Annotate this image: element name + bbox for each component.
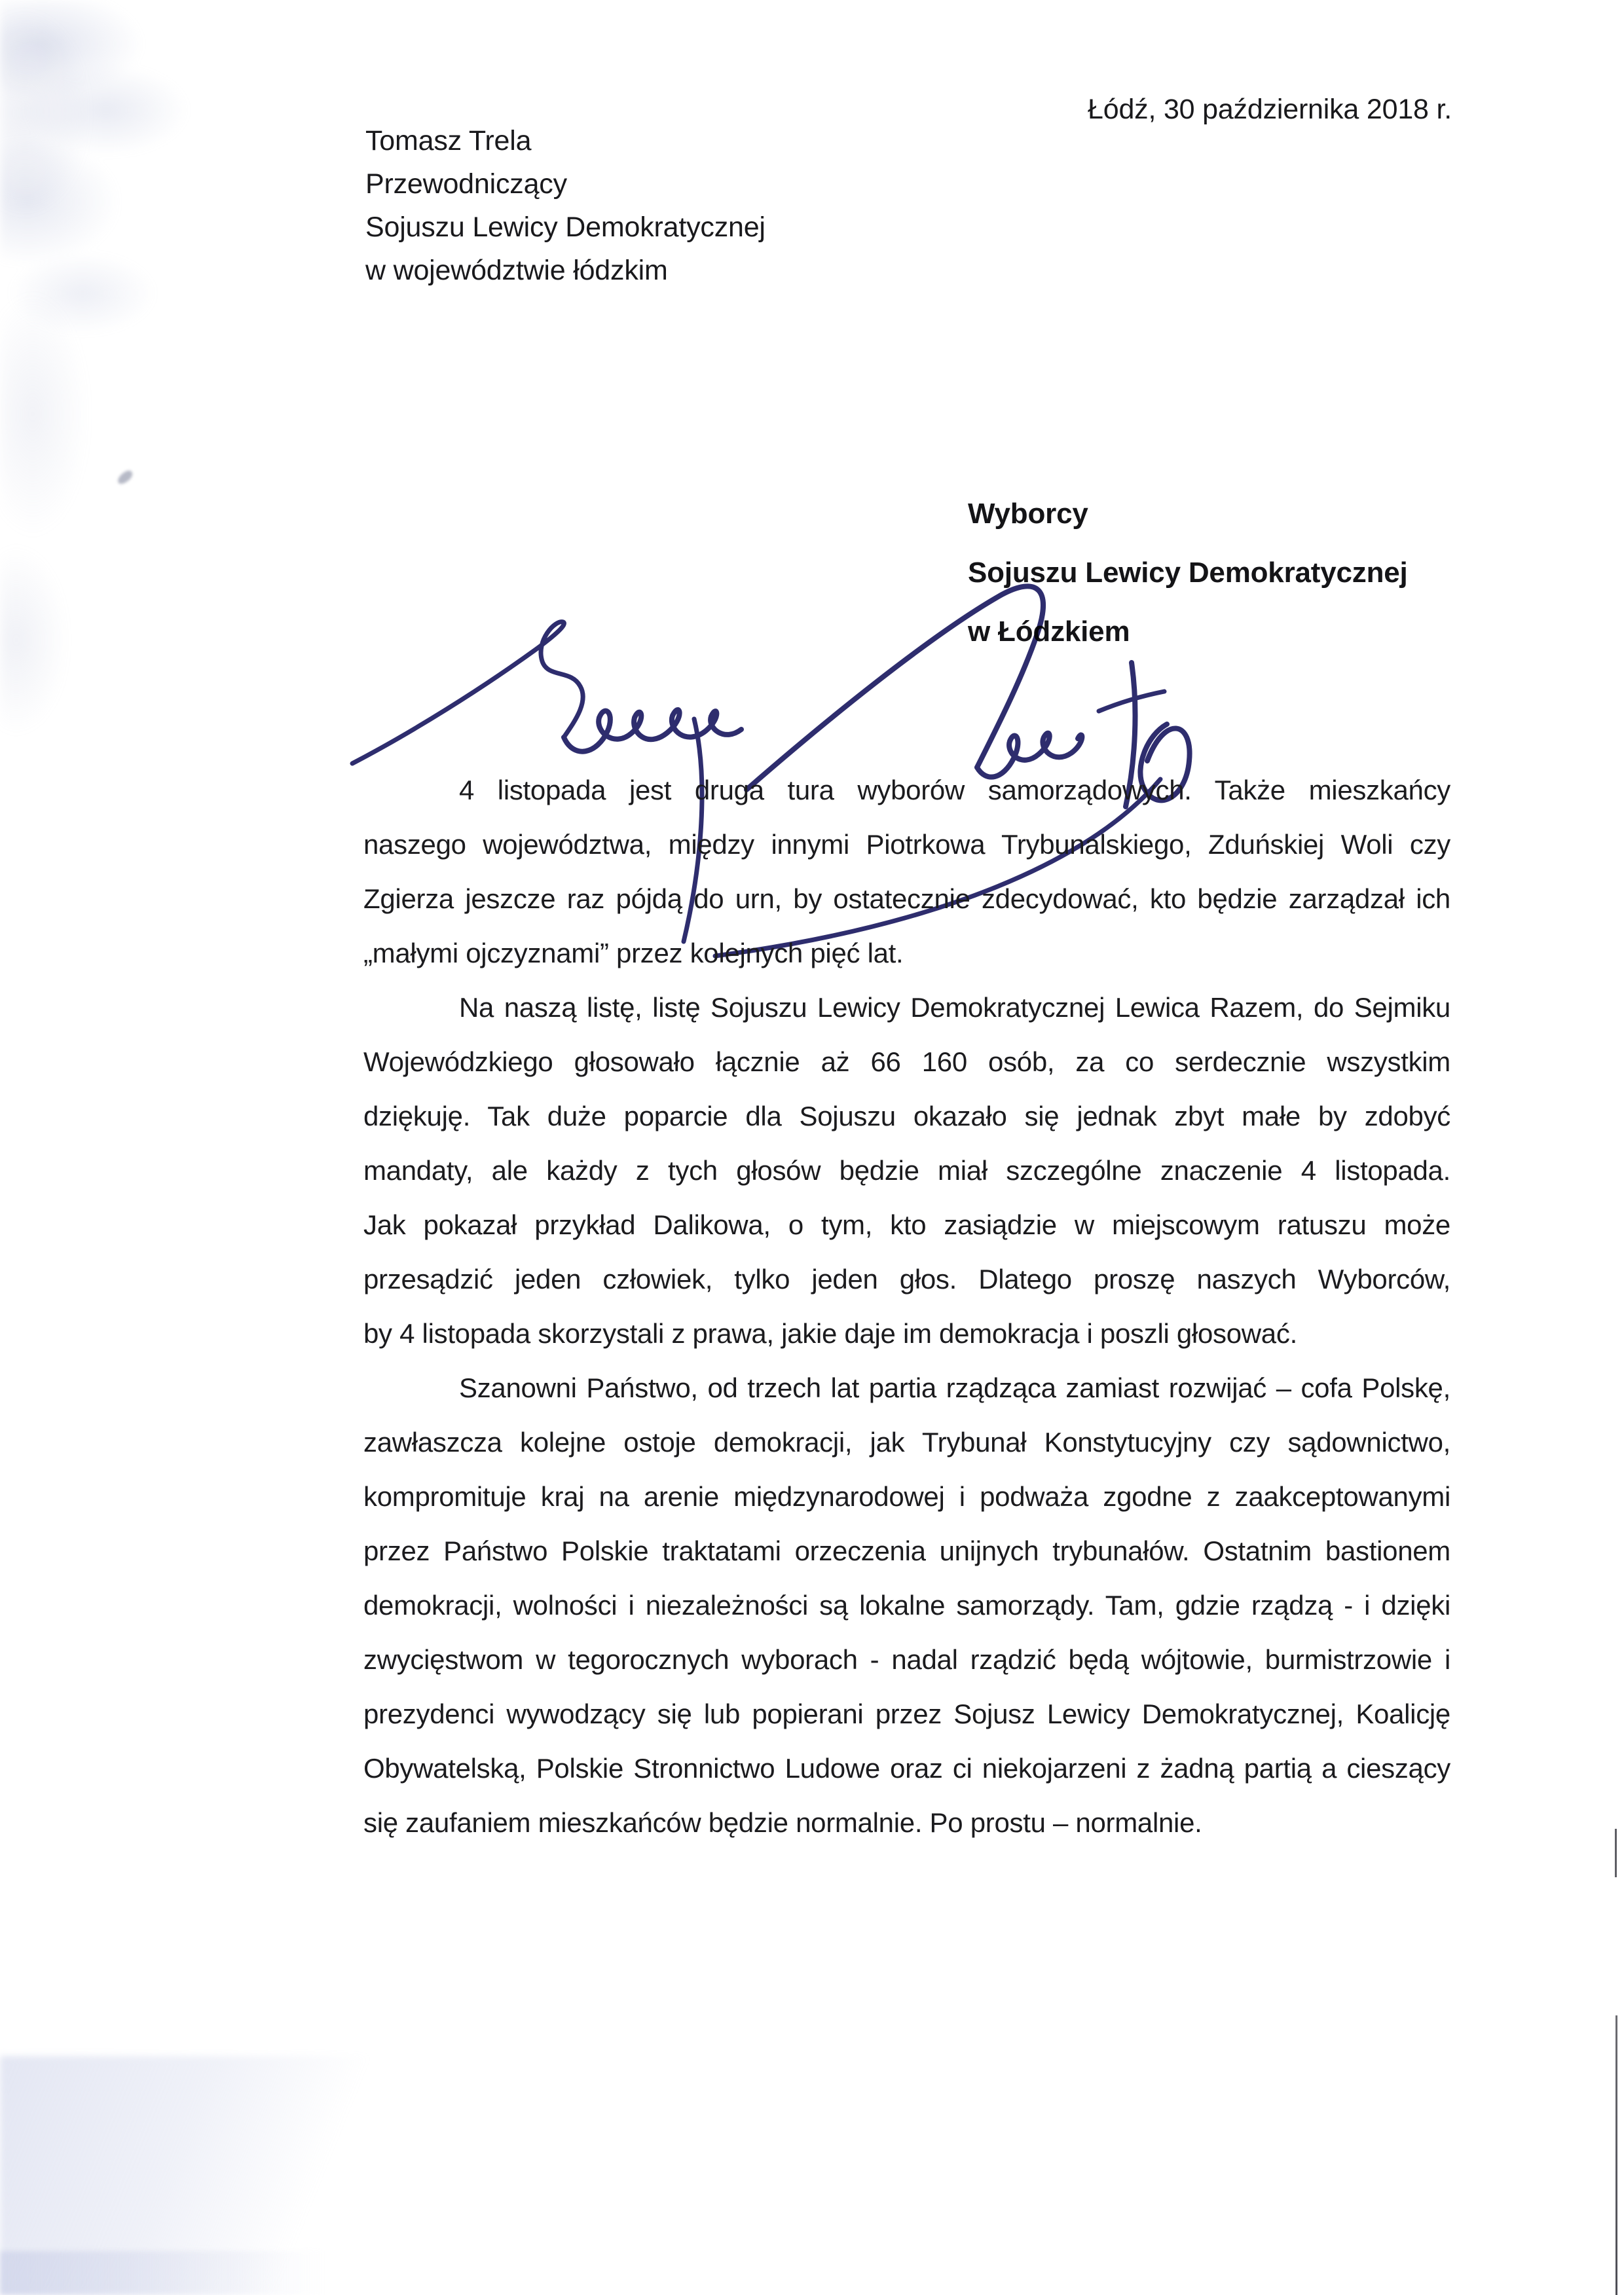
body-line: przesądzić jeden człowiek, tylko jeden głos. Dlatego proszę naszych Wyborców,: [363, 1264, 1450, 1294]
body-line: dziękuję. Tak duże poparcie dla Sojuszu okazało się jednak zbyt małe by zdobyć: [363, 1101, 1450, 1131]
body-line: Obywatelską, Polskie Stronnictwo Ludowe oraz ci niekojarzeni z żadną partią a cieszący: [363, 1753, 1450, 1784]
scan-shadow-bottom-strip: [0, 2251, 354, 2295]
body-line: Jak pokazał przykład Dalikowa, o tym, kto zasiądzie w miejscowym ratuszu może: [363, 1209, 1450, 1240]
body-line: 4 listopada jest druga tura wyborów samorządowych. Także mieszkańcy: [459, 775, 1450, 805]
scan-edge-line-upper: [1615, 1829, 1617, 1877]
body-line: Na naszą listę, listę Sojuszu Lewicy Demokratycznej Lewica Razem, do Sejmiku: [459, 992, 1450, 1023]
recipient-line: w Łódzkiem: [968, 615, 1130, 648]
body-line: zwycięstwom w tegorocznych wyborach - nadal rządzić będą wójtowie, burmistrzowie i: [363, 1644, 1450, 1675]
body-line: demokracji, wolności i niezależności są lokalne samorządy. Tam, gdzie rządzą - i dzięki: [363, 1590, 1450, 1621]
body-line: kompromituje kraj na arenie międzynarodowej i podważa zgodne z zaakceptowanymi: [363, 1481, 1450, 1512]
body-line: zawłaszcza kolejne ostoje demokracji, jak Trybunał Konstytucyjny czy sądownictwo,: [363, 1427, 1450, 1458]
body-line: przez Państwo Polskie traktatami orzeczenia unijnych trybunałów. Ostatnim bastionem: [363, 1535, 1450, 1566]
recipient-line: Wyborcy: [968, 498, 1088, 530]
letter-body: [363, 763, 1450, 1850]
body-line: Szanowni Państwo, od trzech lat partia rządząca zamiast rozwijać – cofa Polskę,: [459, 1372, 1450, 1403]
body-line: naszego województwa, między innymi Piotrkowa Trybunalskiego, Zduńskiej Woli czy: [363, 829, 1450, 860]
sender-organization: Sojuszu Lewicy Demokratycznej: [365, 211, 766, 243]
date-line: Łódź, 30 października 2018 r.: [1088, 94, 1452, 125]
body-line: „małymi ojczyznami” przez kolejnych pięć lat.: [363, 938, 904, 968]
sender-block: [365, 119, 766, 292]
recipient-line: Sojuszu Lewicy Demokratycznej: [968, 557, 1408, 589]
scan-edge-line-lower: [1615, 2015, 1617, 2295]
body-line: mandaty, ale każdy z tych głosów będzie miał szczególne znaczenie 4 listopada.: [363, 1155, 1450, 1186]
body-line: by 4 listopada skorzystali z prawa, jakie daje im demokracja i poszli głosować.: [363, 1318, 1297, 1349]
sender-region: w województwie łódzkim: [365, 255, 668, 286]
scan-speck: [115, 469, 134, 486]
scan-noise-left-top: [0, 0, 236, 367]
body-line: prezydenci wywodzący się lub popierani przez Sojusz Lewicy Demokratycznej, Koalicję: [363, 1698, 1450, 1729]
scan-shadow-bottom-left: [0, 2056, 380, 2295]
sender-title: Przewodniczący: [365, 168, 567, 200]
body-line: się zaufaniem mieszkańców będzie normalnie. Po prostu – normalnie.: [363, 1807, 1202, 1838]
body-line: Wojewódzkiego głosowało łącznie aż 66 160 osób, za co serdecznie wszystkim: [363, 1046, 1450, 1077]
body-line: Zgierza jeszcze raz pójdą do urn, by ostatecznie zdecydować, kto będzie zarządzał ich: [363, 883, 1450, 914]
sender-name: Tomasz Trela: [365, 125, 532, 156]
